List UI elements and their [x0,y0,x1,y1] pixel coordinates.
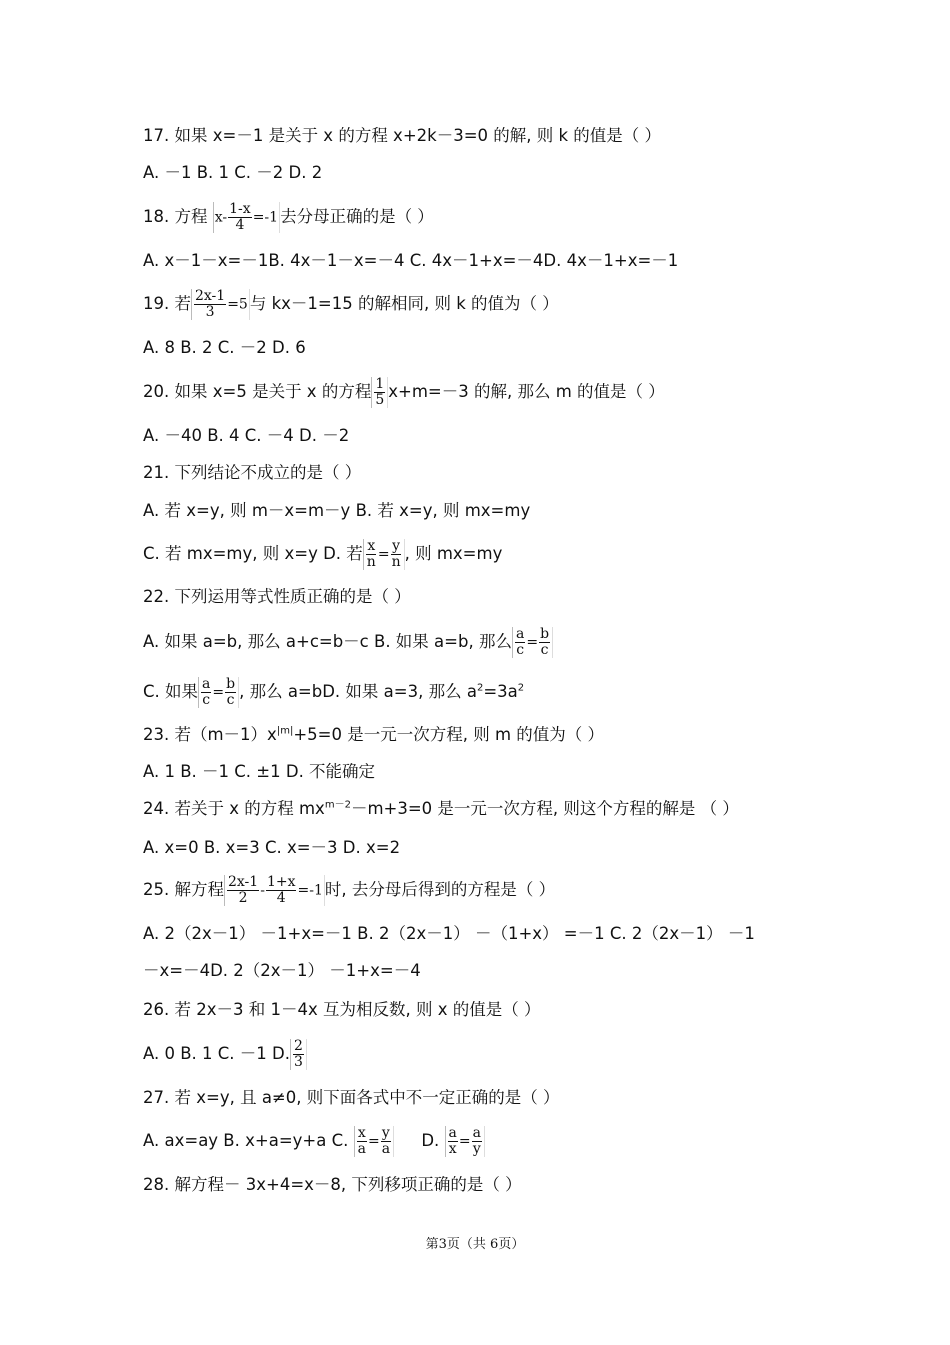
fraction: $\frac{2x-1}{2}$ [228,874,259,906]
question-17-stem: 17. 如果 x=－1 是关于 x 的方程 x+2k－3=0 的解, 则 k 的值是（ ） [143,126,662,145]
equation-image: $\frac{2x-1}{2}$ - $\frac{1+x}{4}$ =-1 [224,875,325,906]
question-24-stem: 24. 若关于 x 的方程 $mx^{m-2}-m+3=0$ 是一元一次方程, 则这个方程的解是 （ ） [143,799,739,818]
equation-image [290,1039,307,1070]
question-20-stem: 20. 如果 x=5 是关于 x 的方程 $\frac{1}{5}$ x+m=－3 的解, 那么 m 的值是（ ） [143,376,665,408]
question-21-stem: 21. 下列结论不成立的是（ ） [143,463,362,482]
question-27-stem: 27. 若 x=y, 且 a≠0, 则下面各式中不一定正确的是（ ） [143,1088,560,1107]
fraction: $\frac{1-x}{4}$ [229,201,251,233]
question-23-stem: 23. 若$(m-1)x^{|m|}+5=0$ 是一元一次方程, 则 m 的值为（ ） [143,725,605,744]
question-26-options: A. 0 B. 1 C. －1 D. $\frac{2}{3}$ [143,1039,307,1070]
question-25-options-line1: A. 2（2x－1） －1+x=－1 B. 2（2x－1） －（1+x） =－1 C. 2（2x－1） －1 [143,924,755,943]
question-22-stem: 22. 下列运用等式性质正确的是（ ） [143,587,411,606]
equation-image: $\frac{a}{x}$ = $\frac{a}{y}$ [445,1126,485,1157]
question-27-options: A. ax=ay B. x+a=y+a C. $\frac{x}{a}$ = $\frac{y}{a}$ D. $\frac{a}{x}$ = $\frac{a}{y}$ [143,1126,485,1157]
equation-image: $\frac{2x-1}{3}$ =5 [191,289,250,320]
question-23-options: A. 1 B. －1 C. ±1 D. 不能确定 [143,762,376,781]
equation-image: $\frac{a}{c}$ = $\frac{b}{c}$ [512,627,553,658]
question-18-stem: 18. 方程 x- $\frac{1-x}{4}$ =-1 去分母正确的是（ ） [143,201,434,233]
question-24-options: A. x=0 B. x=3 C. x=－3 D. x=2 [143,838,401,857]
fraction: $\frac{a}{x}$ [448,1125,457,1157]
question-25-options-line2: －x=－4D. 2（2x－1） －1+x=－4 [143,961,421,980]
equation-image: $\frac{x}{a}$ = $\frac{y}{a}$ [354,1126,394,1157]
fraction: $\frac{a}{y}$ [472,1125,481,1157]
equation-image [371,377,388,408]
question-17-options: A. －1 B. 1 C. －2 D. 2 [143,163,323,182]
fraction: $\frac{2}{3}$ [294,1038,303,1070]
question-18-options: A. x－1－x=－1B. 4x－1－x=－4 C. 4x－1+x=－4D. 4x－1+x=－1 [143,251,679,270]
fraction: $\frac{1+x}{4}$ [266,874,296,906]
question-28-stem: 28. 解方程－ 3x+4=x－8, 下列移项正确的是（ ） [143,1175,522,1194]
question-21-options-ab: A. 若 x=y, 则 m－x=m－y B. 若 x=y, 则 mx=my [143,501,531,520]
equation-image: x- $\frac{1-x}{4}$ =-1 [214,201,279,233]
fraction: $\frac{x}{n}$ [366,538,376,570]
fraction: $\frac{a}{c}$ [515,626,525,658]
fraction: $\frac{y}{a}$ [381,1125,391,1157]
page-footer: 第3页（共 6页） [425,1237,525,1252]
fraction: $\frac{x}{a}$ [357,1125,366,1157]
fraction: $\frac{b}{c}$ [540,626,550,658]
fraction: $\frac{y}{n}$ [391,538,401,570]
equation-image: $\frac{x}{n}$ = $\frac{y}{n}$ [363,539,405,570]
question-22-options-ab: A. 如果 a=b, 那么 a+c=b－c B. 如果 a=b, 那么 $\frac{a}{c}$ = $\frac{b}{c}$ [143,627,553,658]
fraction: $\frac{a}{c}$ [202,676,211,708]
fraction: $\frac{b}{c}$ [226,676,236,708]
question-19-options: A. 8 B. 2 C. －2 D. 6 [143,338,306,357]
question-21-options-cd: C. 若 mx=my, 则 x=y D. 若 $\frac{x}{n}$ = $\frac{y}{n}$ , 则 mx=my [143,538,503,570]
question-25-stem: 25. 解方程 $\frac{2x-1}{2}$ - $\frac{1+x}{4}$ =-1 时, 去分母后得到的方程是（ ） [143,874,556,906]
equation-image: $\frac{a}{c}$ = $\frac{b}{c}$ [198,677,239,708]
question-26-stem: 26. 若 2x－3 和 1－4x 互为相反数, 则 x 的值是（ ） [143,1000,541,1019]
fraction: $\frac{2x-1}{3}$ [195,288,226,320]
fraction: $\frac{1}{5}$ [375,376,385,408]
question-20-options: A. －40 B. 4 C. －4 D. －2 [143,426,350,445]
question-22-options-cd: C. 如果 $\frac{a}{c}$ = $\frac{b}{c}$ , 那么 a=bD. 如果 a=3, 那么 $a^2=3a^2$ [143,676,525,708]
question-19-stem: 19. 若 $\frac{2x-1}{3}$ =5 与 kx－1=15 的解相同, 则 k 的值为（ ） [143,288,559,320]
